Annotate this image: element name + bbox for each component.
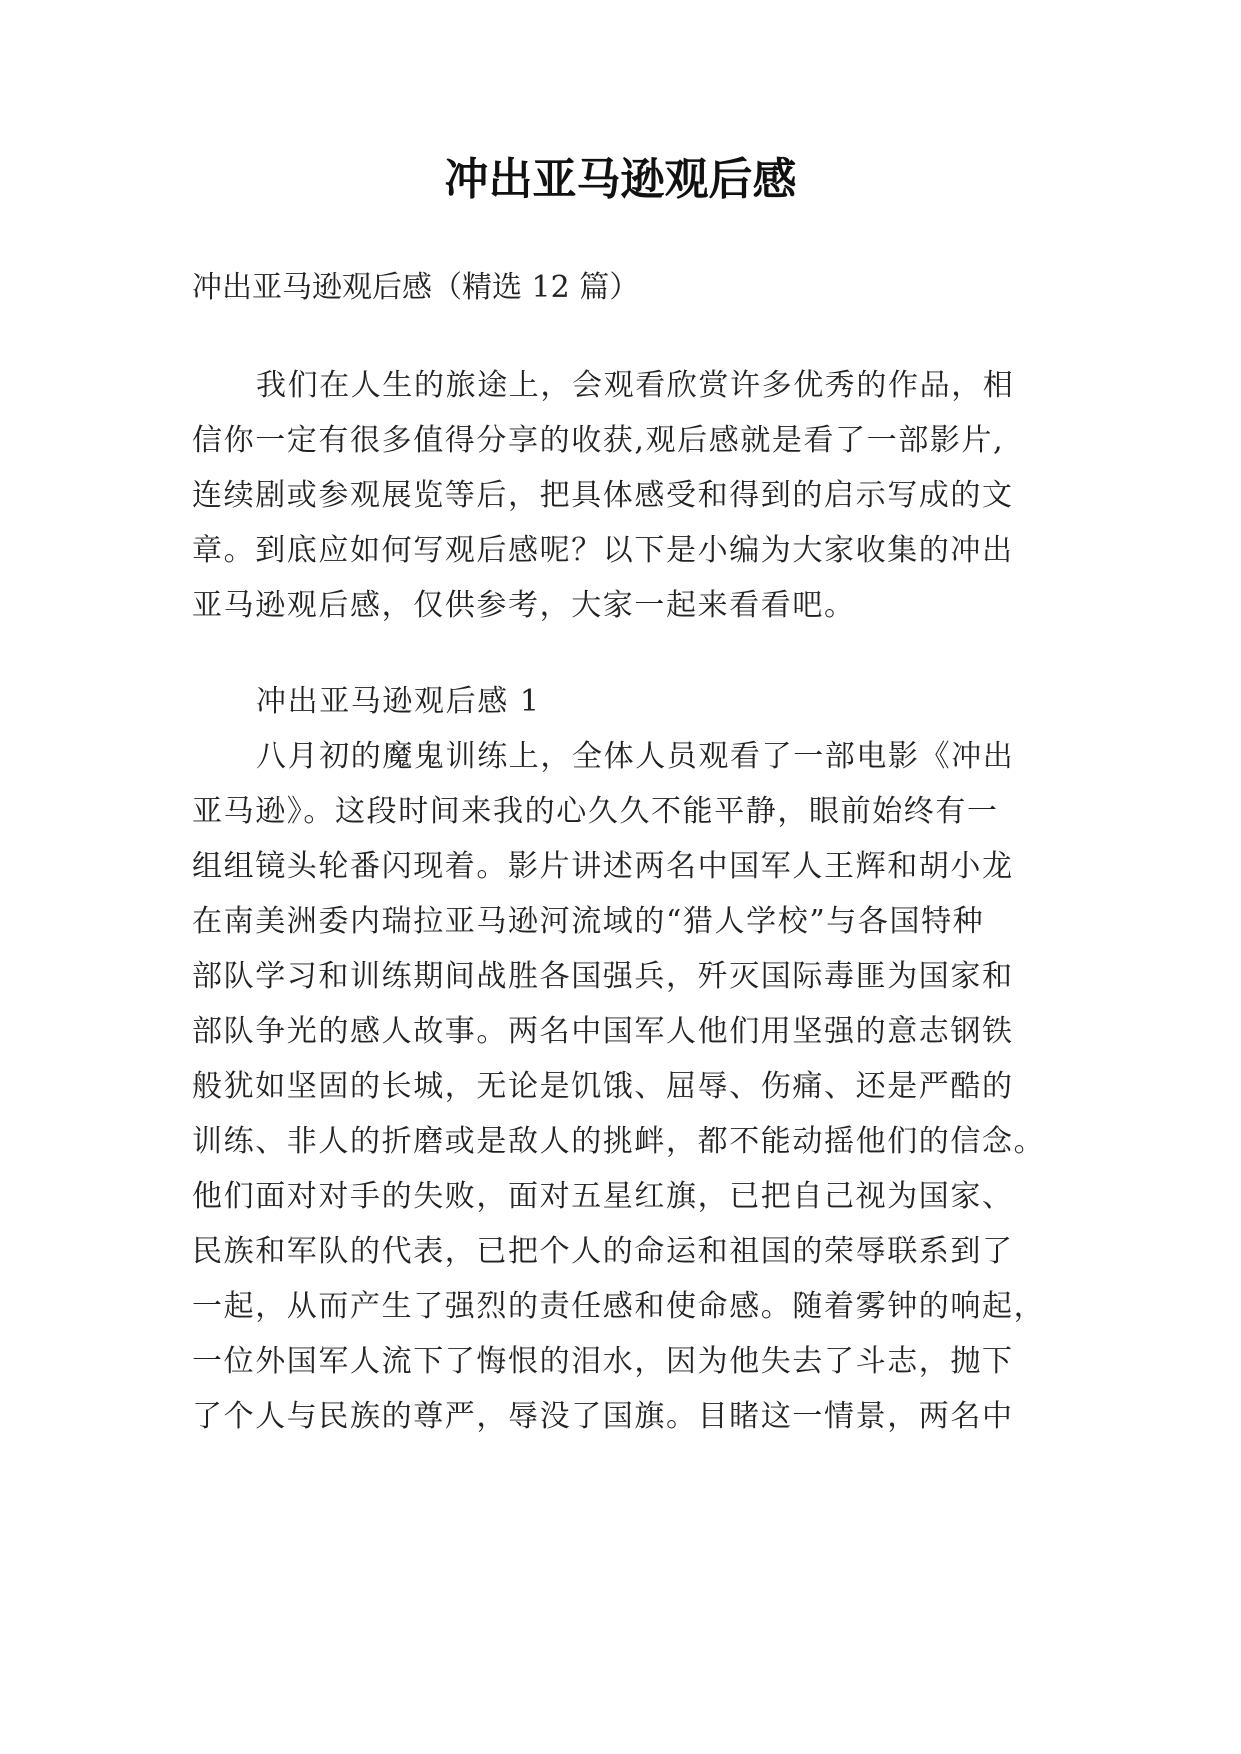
intro-line: 连续剧或参观展览等后，把具体感受和得到的启示写成的文 [192,478,1014,513]
body-line: 他们面对对手的失败，面对五星红旗，已把自己视为国家、 [192,1179,1014,1214]
body-line: 部队学习和训练期间战胜各国强兵，歼灭国际毒匪为国家和 [192,959,1014,994]
intro-line: 信你一定有很多值得分享的收获,观后感就是看了一部影片, [192,423,1005,458]
body-line: 训练、非人的折磨或是敌人的挑衅，都不能动摇他们的信念。 [192,1124,1046,1159]
section-heading: 冲出亚马逊观后感 1 [256,684,541,719]
body-line: 在南美洲委内瑞拉亚马逊河流域的“猎人学校”与各国特种 [192,904,985,939]
body-line: 部队争光的感人故事。两名中国军人他们用坚强的意志钢铁 [192,1014,1014,1049]
intro-line: 我们在人生的旅途上，会观看欣赏许多优秀的作品，相 [256,368,1015,403]
body-line: 一起，从而产生了强烈的责任感和使命感。随着雾钟的响起， [192,1289,1046,1324]
body-line: 一位外国军人流下了悔恨的泪水，因为他失去了斗志，抛下 [192,1344,1014,1379]
body-line: 般犹如坚固的长城，无论是饥饿、屈辱、伤痛、还是严酷的 [192,1069,1014,1104]
body-line: 组组镜头轮番闪现着。影片讲述两名中国军人王辉和胡小龙 [192,849,1014,884]
intro-line: 章。到底应如何写观后感呢？以下是小编为大家收集的冲出 [192,533,1014,568]
intro-line: 亚马逊观后感，仅供参考，大家一起来看看吧。 [192,588,856,623]
body-line: 亚马逊》。这段时间来我的心久久不能平静，眼前始终有一 [192,794,999,829]
document-subtitle: 冲出亚马逊观后感（精选 12 篇） [192,270,640,305]
body-line: 了个人与民族的尊严，辱没了国旗。目睹这一情景，两名中 [192,1399,1014,1434]
body-line: 八月初的魔鬼训练上，全体人员观看了一部电影《冲出 [256,739,1015,774]
body-line: 民族和军队的代表，已把个人的命运和祖国的荣辱联系到了 [192,1234,1014,1269]
document-title: 冲出亚马逊观后感 [444,154,797,205]
